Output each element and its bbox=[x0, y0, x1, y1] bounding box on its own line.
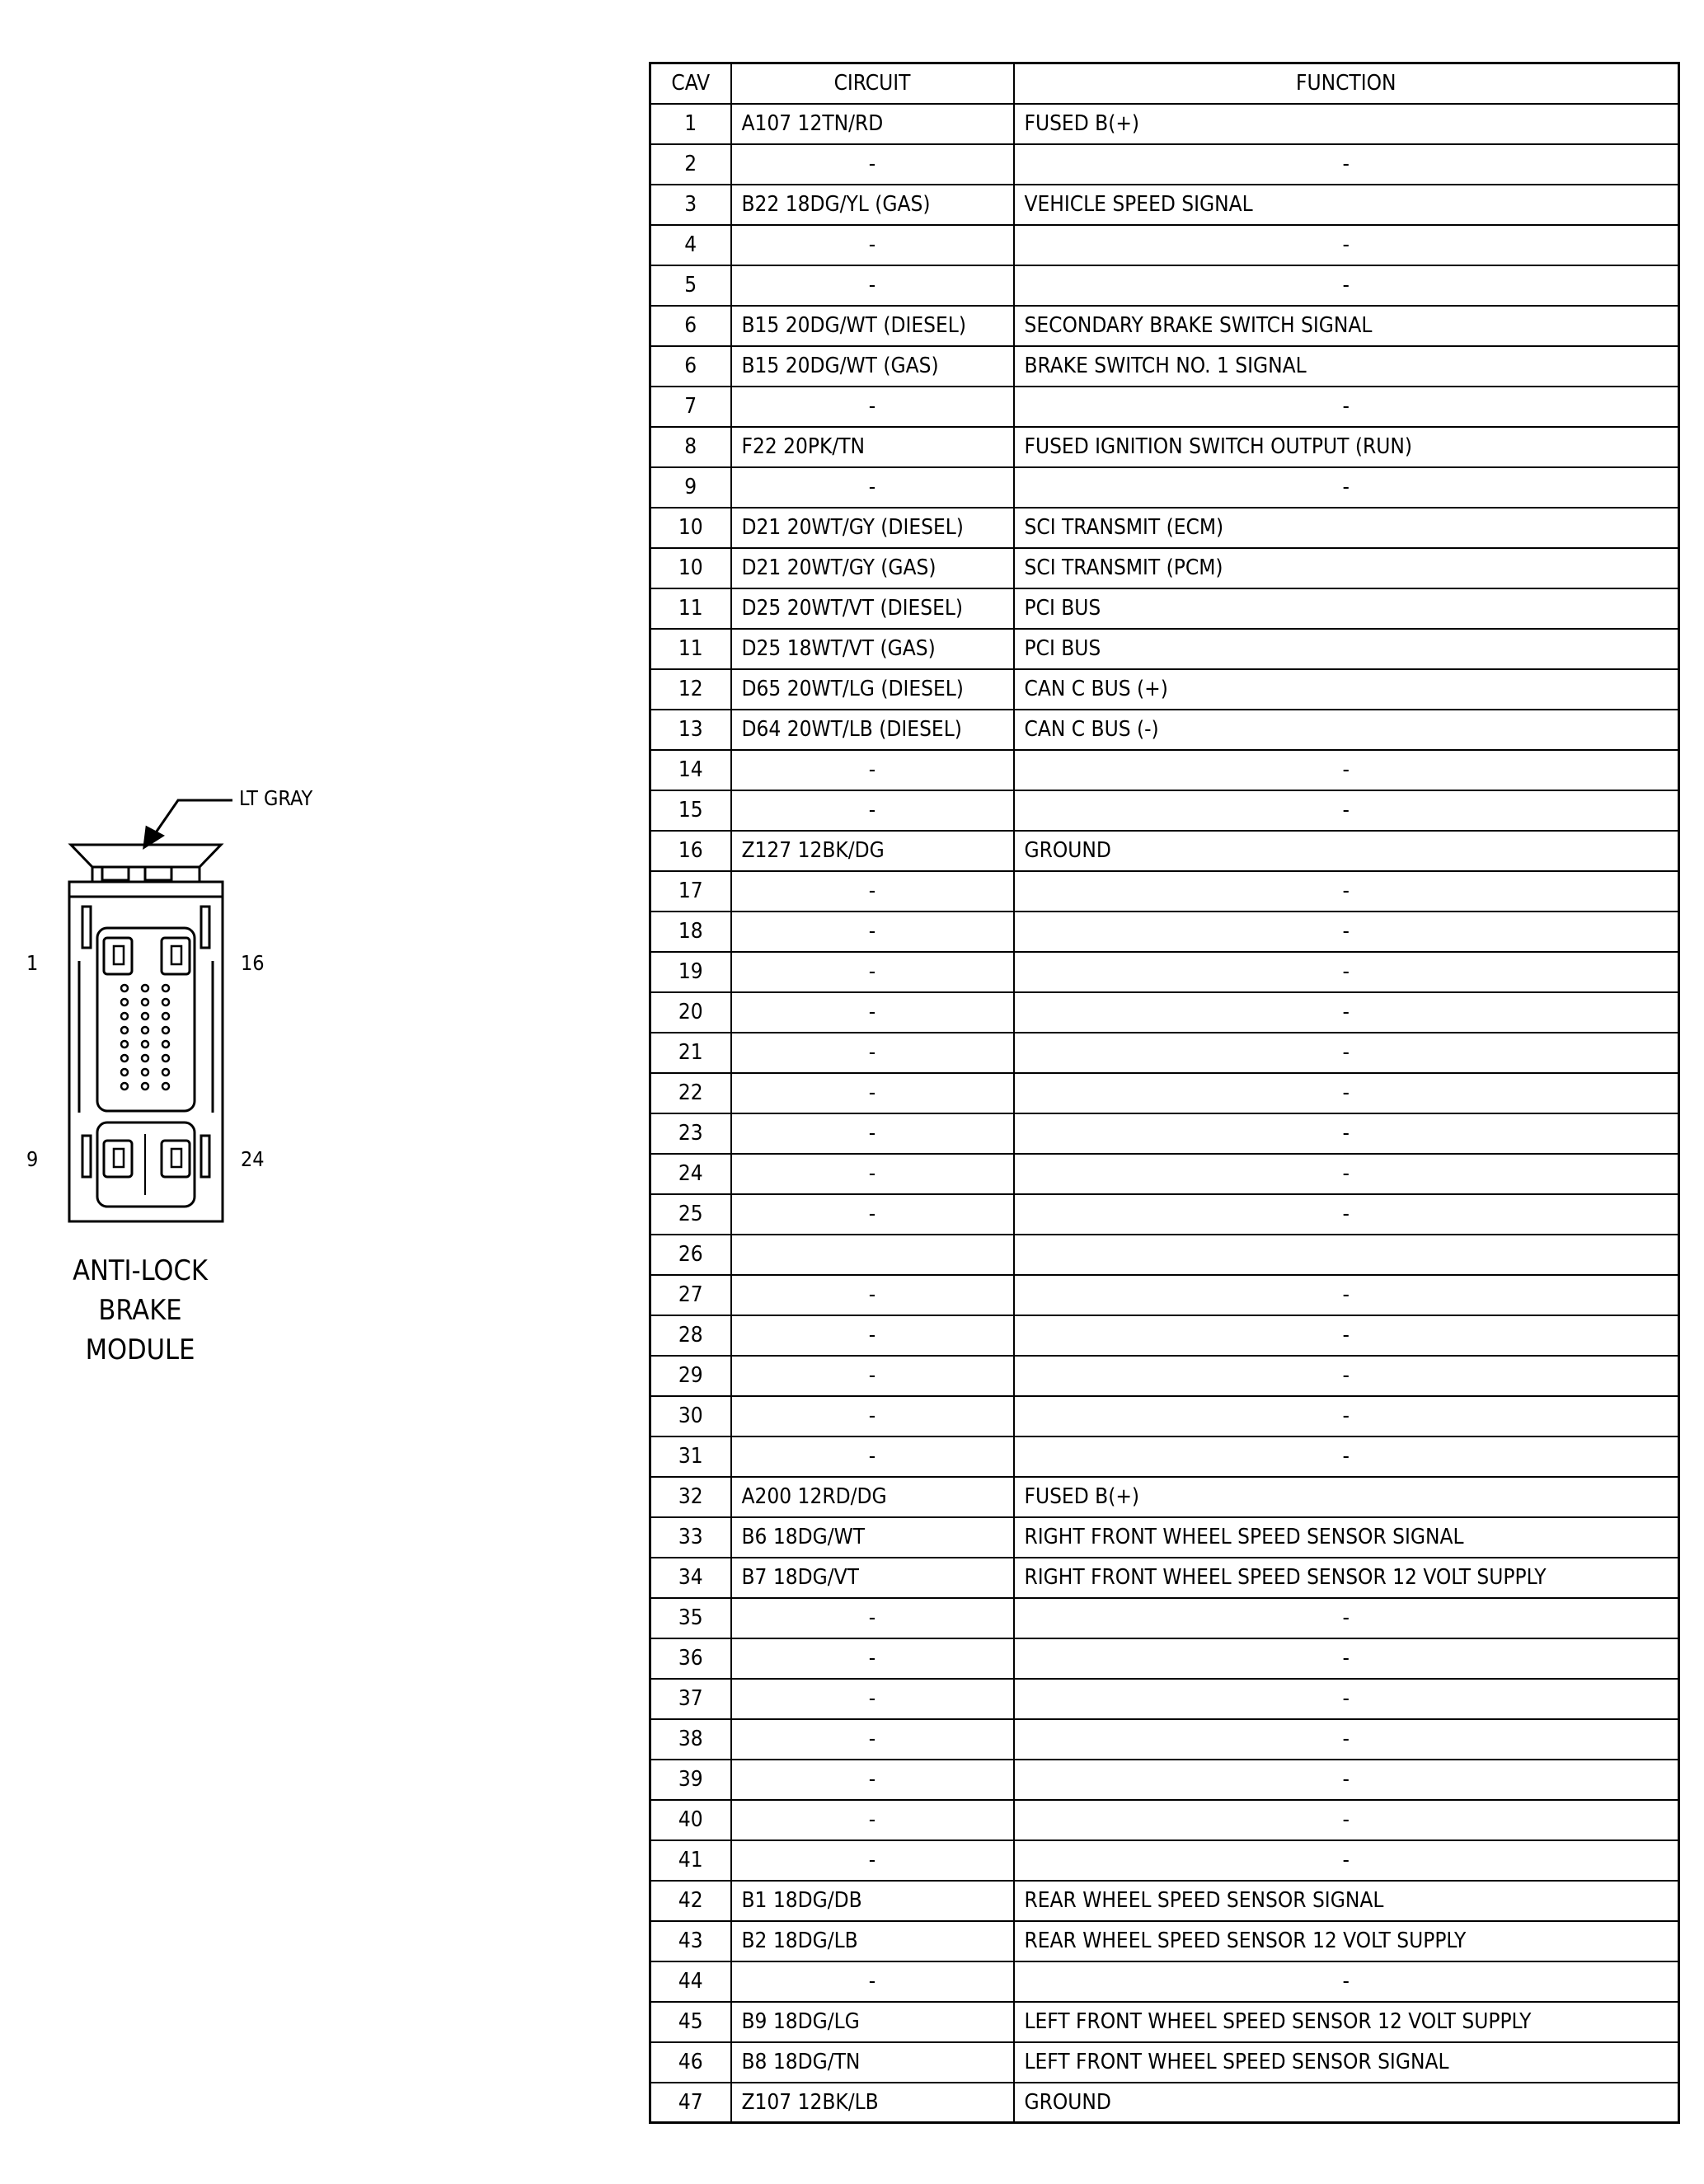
cav-cell: 20 bbox=[650, 992, 731, 1033]
table-row bbox=[650, 1638, 1679, 1679]
connector-diagram bbox=[0, 766, 379, 1409]
circuit-cell: A200 12RD/DG bbox=[731, 1477, 1014, 1517]
connector-color-label: LT GRAY bbox=[239, 786, 313, 810]
circuit-cell: D25 20WT/VT (DIESEL) bbox=[731, 588, 1014, 629]
module-name bbox=[33, 1251, 247, 1370]
pin-grid-upper bbox=[121, 985, 169, 1090]
table-row bbox=[650, 629, 1679, 669]
table-row bbox=[650, 1881, 1679, 1921]
table-row bbox=[650, 1517, 1679, 1558]
circuit-cell: B9 18DG/LG bbox=[731, 2002, 1014, 2042]
function-cell: - bbox=[1014, 992, 1679, 1033]
circuit-cell: - bbox=[731, 992, 1014, 1033]
circuit-cell: - bbox=[731, 1800, 1014, 1840]
circuit-cell: B7 18DG/VT bbox=[731, 1558, 1014, 1598]
function-cell bbox=[1014, 1235, 1679, 1275]
function-cell: REAR WHEEL SPEED SENSOR SIGNAL bbox=[1014, 1881, 1679, 1921]
cav-cell: 1 bbox=[650, 104, 731, 144]
cav-cell: 45 bbox=[650, 2002, 731, 2042]
table-row bbox=[650, 427, 1679, 467]
circuit-cell: Z107 12BK/LB bbox=[731, 2083, 1014, 2123]
table-row bbox=[650, 1961, 1679, 2002]
cav-cell: 22 bbox=[650, 1073, 731, 1113]
cav-cell: 14 bbox=[650, 750, 731, 790]
cav-cell: 27 bbox=[650, 1275, 731, 1315]
cav-cell: 47 bbox=[650, 2083, 731, 2123]
pin-label-1: 1 bbox=[26, 951, 39, 975]
table-row bbox=[650, 185, 1679, 225]
function-cell: - bbox=[1014, 467, 1679, 508]
table-row bbox=[650, 2042, 1679, 2083]
table-row bbox=[650, 548, 1679, 588]
table-row bbox=[650, 790, 1679, 831]
circuit-cell: Z127 12BK/DG bbox=[731, 831, 1014, 871]
function-cell: LEFT FRONT WHEEL SPEED SENSOR 12 VOLT SUPPLY bbox=[1014, 2002, 1679, 2042]
function-cell: RIGHT FRONT WHEEL SPEED SENSOR SIGNAL bbox=[1014, 1517, 1679, 1558]
terminal-24 bbox=[162, 1141, 190, 1177]
callout-leader-line bbox=[153, 800, 232, 837]
circuit-cell: - bbox=[731, 1396, 1014, 1436]
table-row bbox=[650, 2002, 1679, 2042]
function-cell: - bbox=[1014, 1275, 1679, 1315]
circuit-cell: - bbox=[731, 1638, 1014, 1679]
function-cell: - bbox=[1014, 1638, 1679, 1679]
table-row bbox=[650, 1315, 1679, 1356]
circuit-cell: B8 18DG/TN bbox=[731, 2042, 1014, 2083]
circuit-cell: - bbox=[731, 387, 1014, 427]
table-row bbox=[650, 1154, 1679, 1194]
function-cell: - bbox=[1014, 1315, 1679, 1356]
table-row bbox=[650, 1396, 1679, 1436]
cav-cell: 6 bbox=[650, 346, 731, 387]
table-row bbox=[650, 306, 1679, 346]
circuit-cell: - bbox=[731, 750, 1014, 790]
circuit-cell: B15 20DG/WT (GAS) bbox=[731, 346, 1014, 387]
function-cell: - bbox=[1014, 1073, 1679, 1113]
table-row bbox=[650, 387, 1679, 427]
circuit-cell: - bbox=[731, 1436, 1014, 1477]
cav-cell: 43 bbox=[650, 1921, 731, 1961]
table-header-row bbox=[650, 63, 1679, 104]
cav-cell: 16 bbox=[650, 831, 731, 871]
table-row bbox=[650, 912, 1679, 952]
latch-tab-right bbox=[145, 867, 171, 880]
function-cell: - bbox=[1014, 1598, 1679, 1638]
table-row bbox=[650, 1800, 1679, 1840]
circuit-cell: - bbox=[731, 1275, 1014, 1315]
cav-cell: 12 bbox=[650, 669, 731, 710]
table-row bbox=[650, 225, 1679, 265]
function-cell: - bbox=[1014, 1719, 1679, 1760]
circuit-cell: - bbox=[731, 225, 1014, 265]
function-cell: - bbox=[1014, 871, 1679, 912]
module-name-line-3: MODULE bbox=[85, 1333, 195, 1366]
function-cell: PCI BUS bbox=[1014, 629, 1679, 669]
function-cell: CAN C BUS (-) bbox=[1014, 710, 1679, 750]
circuit-cell: - bbox=[731, 1033, 1014, 1073]
cav-cell: 7 bbox=[650, 387, 731, 427]
module-name-line-1: ANTI-LOCK bbox=[73, 1254, 208, 1287]
function-cell: FUSED IGNITION SWITCH OUTPUT (RUN) bbox=[1014, 427, 1679, 467]
function-cell: - bbox=[1014, 1396, 1679, 1436]
function-cell: REAR WHEEL SPEED SENSOR 12 VOLT SUPPLY bbox=[1014, 1921, 1679, 1961]
table-row bbox=[650, 750, 1679, 790]
circuit-cell: B22 18DG/YL (GAS) bbox=[731, 185, 1014, 225]
header-cav: CAV bbox=[650, 63, 731, 104]
cav-cell: 19 bbox=[650, 952, 731, 992]
circuit-cell: - bbox=[731, 1679, 1014, 1719]
function-cell: - bbox=[1014, 1356, 1679, 1396]
table-row bbox=[650, 508, 1679, 548]
table-row bbox=[650, 1194, 1679, 1235]
circuit-cell: - bbox=[731, 1113, 1014, 1154]
latch-tab-left bbox=[102, 867, 129, 880]
pinout-table bbox=[649, 62, 1680, 2124]
table-row bbox=[650, 1558, 1679, 1598]
cav-cell: 3 bbox=[650, 185, 731, 225]
terminal-16 bbox=[162, 938, 190, 974]
cav-cell: 28 bbox=[650, 1315, 731, 1356]
function-cell: - bbox=[1014, 1113, 1679, 1154]
cav-cell: 21 bbox=[650, 1033, 731, 1073]
cav-cell: 23 bbox=[650, 1113, 731, 1154]
circuit-cell: - bbox=[731, 871, 1014, 912]
function-cell: - bbox=[1014, 1033, 1679, 1073]
table-row bbox=[650, 1235, 1679, 1275]
function-cell: - bbox=[1014, 1961, 1679, 2002]
circuit-cell bbox=[731, 1235, 1014, 1275]
cav-cell: 32 bbox=[650, 1477, 731, 1517]
circuit-cell: - bbox=[731, 1840, 1014, 1881]
cav-cell: 24 bbox=[650, 1154, 731, 1194]
circuit-cell: D64 20WT/LB (DIESEL) bbox=[731, 710, 1014, 750]
cav-cell: 40 bbox=[650, 1800, 731, 1840]
circuit-cell: B15 20DG/WT (DIESEL) bbox=[731, 306, 1014, 346]
cav-cell: 33 bbox=[650, 1517, 731, 1558]
circuit-cell: - bbox=[731, 1356, 1014, 1396]
table-row bbox=[650, 2083, 1679, 2123]
cav-cell: 25 bbox=[650, 1194, 731, 1235]
table-body bbox=[650, 104, 1679, 2123]
module-name-line-2: BRAKE bbox=[98, 1294, 182, 1327]
table-row bbox=[650, 1113, 1679, 1154]
function-cell: - bbox=[1014, 387, 1679, 427]
function-cell: PCI BUS bbox=[1014, 588, 1679, 629]
cav-cell: 9 bbox=[650, 467, 731, 508]
function-cell: - bbox=[1014, 1679, 1679, 1719]
circuit-cell: - bbox=[731, 1315, 1014, 1356]
header-function: FUNCTION bbox=[1014, 63, 1679, 104]
table-row bbox=[650, 669, 1679, 710]
circuit-cell: - bbox=[731, 1154, 1014, 1194]
table-row bbox=[650, 1275, 1679, 1315]
function-cell: LEFT FRONT WHEEL SPEED SENSOR SIGNAL bbox=[1014, 2042, 1679, 2083]
table-row bbox=[650, 1840, 1679, 1881]
table-row bbox=[650, 467, 1679, 508]
table-row bbox=[650, 1719, 1679, 1760]
function-cell: - bbox=[1014, 790, 1679, 831]
table-row bbox=[650, 1436, 1679, 1477]
table-row bbox=[650, 831, 1679, 871]
pin-label-9: 9 bbox=[26, 1147, 39, 1171]
table-row bbox=[650, 871, 1679, 912]
function-cell: VEHICLE SPEED SIGNAL bbox=[1014, 185, 1679, 225]
cav-cell: 44 bbox=[650, 1961, 731, 2002]
circuit-cell: A107 12TN/RD bbox=[731, 104, 1014, 144]
circuit-cell: D25 18WT/VT (GAS) bbox=[731, 629, 1014, 669]
cav-cell: 31 bbox=[650, 1436, 731, 1477]
cav-cell: 30 bbox=[650, 1396, 731, 1436]
cav-cell: 35 bbox=[650, 1598, 731, 1638]
circuit-cell: B1 18DG/DB bbox=[731, 1881, 1014, 1921]
circuit-cell: D65 20WT/LG (DIESEL) bbox=[731, 669, 1014, 710]
circuit-cell: D21 20WT/GY (DIESEL) bbox=[731, 508, 1014, 548]
table-row bbox=[650, 1921, 1679, 1961]
function-cell: - bbox=[1014, 912, 1679, 952]
cav-cell: 11 bbox=[650, 629, 731, 669]
table-row bbox=[650, 1598, 1679, 1638]
function-cell: - bbox=[1014, 1436, 1679, 1477]
circuit-cell: - bbox=[731, 467, 1014, 508]
cav-cell: 17 bbox=[650, 871, 731, 912]
circuit-cell: - bbox=[731, 790, 1014, 831]
table-row bbox=[650, 104, 1679, 144]
cav-cell: 36 bbox=[650, 1638, 731, 1679]
circuit-cell: - bbox=[731, 952, 1014, 992]
terminal-1 bbox=[104, 938, 132, 974]
circuit-cell: - bbox=[731, 1719, 1014, 1760]
circuit-cell: - bbox=[731, 912, 1014, 952]
table-row bbox=[650, 1356, 1679, 1396]
function-cell: BRAKE SWITCH NO. 1 SIGNAL bbox=[1014, 346, 1679, 387]
cav-cell: 42 bbox=[650, 1881, 731, 1921]
table-row bbox=[650, 710, 1679, 750]
function-cell: FUSED B(+) bbox=[1014, 104, 1679, 144]
cav-cell: 10 bbox=[650, 508, 731, 548]
cav-cell: 5 bbox=[650, 265, 731, 306]
circuit-cell: B2 18DG/LB bbox=[731, 1921, 1014, 1961]
cav-cell: 18 bbox=[650, 912, 731, 952]
function-cell: - bbox=[1014, 750, 1679, 790]
table-row bbox=[650, 588, 1679, 629]
function-cell: FUSED B(+) bbox=[1014, 1477, 1679, 1517]
cav-cell: 2 bbox=[650, 144, 731, 185]
circuit-cell: - bbox=[731, 1961, 1014, 2002]
circuit-cell: - bbox=[731, 265, 1014, 306]
connector-latch bbox=[71, 845, 221, 867]
cav-cell: 15 bbox=[650, 790, 731, 831]
circuit-cell: B6 18DG/WT bbox=[731, 1517, 1014, 1558]
cav-cell: 10 bbox=[650, 548, 731, 588]
cav-cell: 29 bbox=[650, 1356, 731, 1396]
terminal-9 bbox=[104, 1141, 132, 1177]
cav-cell: 6 bbox=[650, 306, 731, 346]
table-row bbox=[650, 1033, 1679, 1073]
circuit-cell: - bbox=[731, 1073, 1014, 1113]
table-row bbox=[650, 346, 1679, 387]
pin-label-24: 24 bbox=[241, 1147, 265, 1171]
pin-label-16: 16 bbox=[241, 951, 265, 975]
function-cell: SECONDARY BRAKE SWITCH SIGNAL bbox=[1014, 306, 1679, 346]
cav-cell: 4 bbox=[650, 225, 731, 265]
function-cell: - bbox=[1014, 1800, 1679, 1840]
function-cell: - bbox=[1014, 1194, 1679, 1235]
table-row bbox=[650, 1073, 1679, 1113]
function-cell: SCI TRANSMIT (PCM) bbox=[1014, 548, 1679, 588]
cav-cell: 46 bbox=[650, 2042, 731, 2083]
circuit-cell: - bbox=[731, 1760, 1014, 1800]
circuit-cell: D21 20WT/GY (GAS) bbox=[731, 548, 1014, 588]
cav-cell: 26 bbox=[650, 1235, 731, 1275]
cav-cell: 8 bbox=[650, 427, 731, 467]
table-row bbox=[650, 1679, 1679, 1719]
function-cell: - bbox=[1014, 1760, 1679, 1800]
cav-cell: 39 bbox=[650, 1760, 731, 1800]
circuit-cell: - bbox=[731, 144, 1014, 185]
function-cell: - bbox=[1014, 1154, 1679, 1194]
cav-cell: 38 bbox=[650, 1719, 731, 1760]
function-cell: - bbox=[1014, 225, 1679, 265]
circuit-cell: F22 20PK/TN bbox=[731, 427, 1014, 467]
circuit-cell: - bbox=[731, 1194, 1014, 1235]
cav-cell: 34 bbox=[650, 1558, 731, 1598]
header-circuit: CIRCUIT bbox=[731, 63, 1014, 104]
circuit-cell: - bbox=[731, 1598, 1014, 1638]
function-cell: - bbox=[1014, 952, 1679, 992]
table-row bbox=[650, 952, 1679, 992]
function-cell: - bbox=[1014, 1840, 1679, 1881]
function-cell: RIGHT FRONT WHEEL SPEED SENSOR 12 VOLT SUPPLY bbox=[1014, 1558, 1679, 1598]
cav-cell: 37 bbox=[650, 1679, 731, 1719]
table-row bbox=[650, 1760, 1679, 1800]
function-cell: GROUND bbox=[1014, 831, 1679, 871]
table-row bbox=[650, 992, 1679, 1033]
cav-cell: 41 bbox=[650, 1840, 731, 1881]
function-cell: - bbox=[1014, 144, 1679, 185]
table-row bbox=[650, 1477, 1679, 1517]
table-row bbox=[650, 265, 1679, 306]
cav-cell: 11 bbox=[650, 588, 731, 629]
function-cell: - bbox=[1014, 265, 1679, 306]
function-cell: GROUND bbox=[1014, 2083, 1679, 2123]
cav-cell: 13 bbox=[650, 710, 731, 750]
table-row bbox=[650, 144, 1679, 185]
function-cell: SCI TRANSMIT (ECM) bbox=[1014, 508, 1679, 548]
function-cell: CAN C BUS (+) bbox=[1014, 669, 1679, 710]
